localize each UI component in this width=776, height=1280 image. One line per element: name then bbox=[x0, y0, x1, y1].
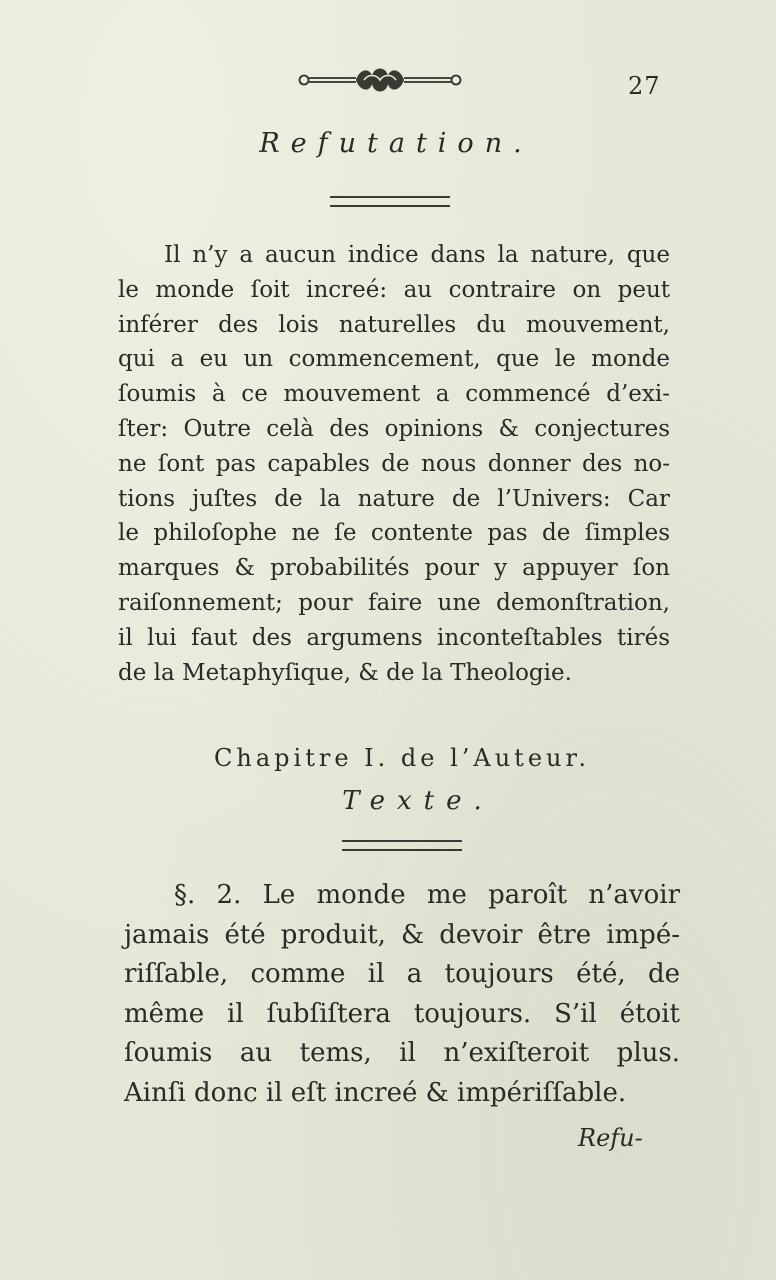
text-line: de la Metaphyſique, & de la Theologie. bbox=[118, 659, 572, 686]
text-line: §. 2. Le monde me paroît n’avoir bbox=[174, 880, 680, 910]
text-line: le monde ſoit increé: au contraire on peut bbox=[118, 276, 670, 303]
text-line: riſſable, comme il a toujours été, de bbox=[124, 959, 680, 990]
refutation-paragraph bbox=[118, 238, 670, 690]
catchword: Refu- bbox=[578, 1124, 643, 1152]
text-line: tions juſtes de la nature de l’Univers: Car bbox=[118, 485, 670, 512]
text-line: ſter: Outre celà des opinions & conjectures bbox=[118, 415, 670, 442]
text-line: il lui faut des argumens inconteſtables tirés bbox=[118, 624, 670, 651]
text-line: jamais été produit, & devoir être impé- bbox=[124, 919, 680, 950]
text-line: Il n’y a aucun indice dans la nature, que bbox=[164, 242, 670, 268]
text-line: inférer des lois naturelles du mouvement, bbox=[118, 311, 670, 338]
text-line: ſoumis à ce mouvement a commencé d’exi- bbox=[118, 381, 670, 408]
text-paragraph bbox=[124, 876, 680, 1114]
chapter-heading: Chapitre I. de l’Auteur. bbox=[214, 744, 590, 772]
texte-heading: Texte. bbox=[342, 786, 494, 816]
text-line: même il ſubſiſtera toujours. S’il étoit bbox=[124, 998, 680, 1029]
text-line: le philoſophe ne ſe contente pas de ſimples bbox=[118, 520, 670, 547]
text-line: raiſonnement; pour faire une demonſtration, bbox=[118, 589, 670, 616]
page-number: 27 bbox=[628, 72, 661, 100]
text-line: marques & probabilités pour y appuyer ſon bbox=[118, 555, 670, 582]
text-line: ſoumis au tems, il n’exiſteroit plus. bbox=[124, 1038, 680, 1069]
double-rule-divider bbox=[330, 196, 450, 207]
text-line: qui a eu un commencement, que le monde bbox=[118, 346, 670, 373]
text-line: Ainſi donc il eſt increé & impériſſable. bbox=[124, 1077, 627, 1108]
text-line: ne ſont pas capables de nous donner des no- bbox=[118, 450, 670, 477]
fleuron-ornament bbox=[298, 62, 462, 98]
double-rule-divider bbox=[342, 840, 462, 851]
section-heading-refutation: Refutation. bbox=[259, 128, 533, 159]
